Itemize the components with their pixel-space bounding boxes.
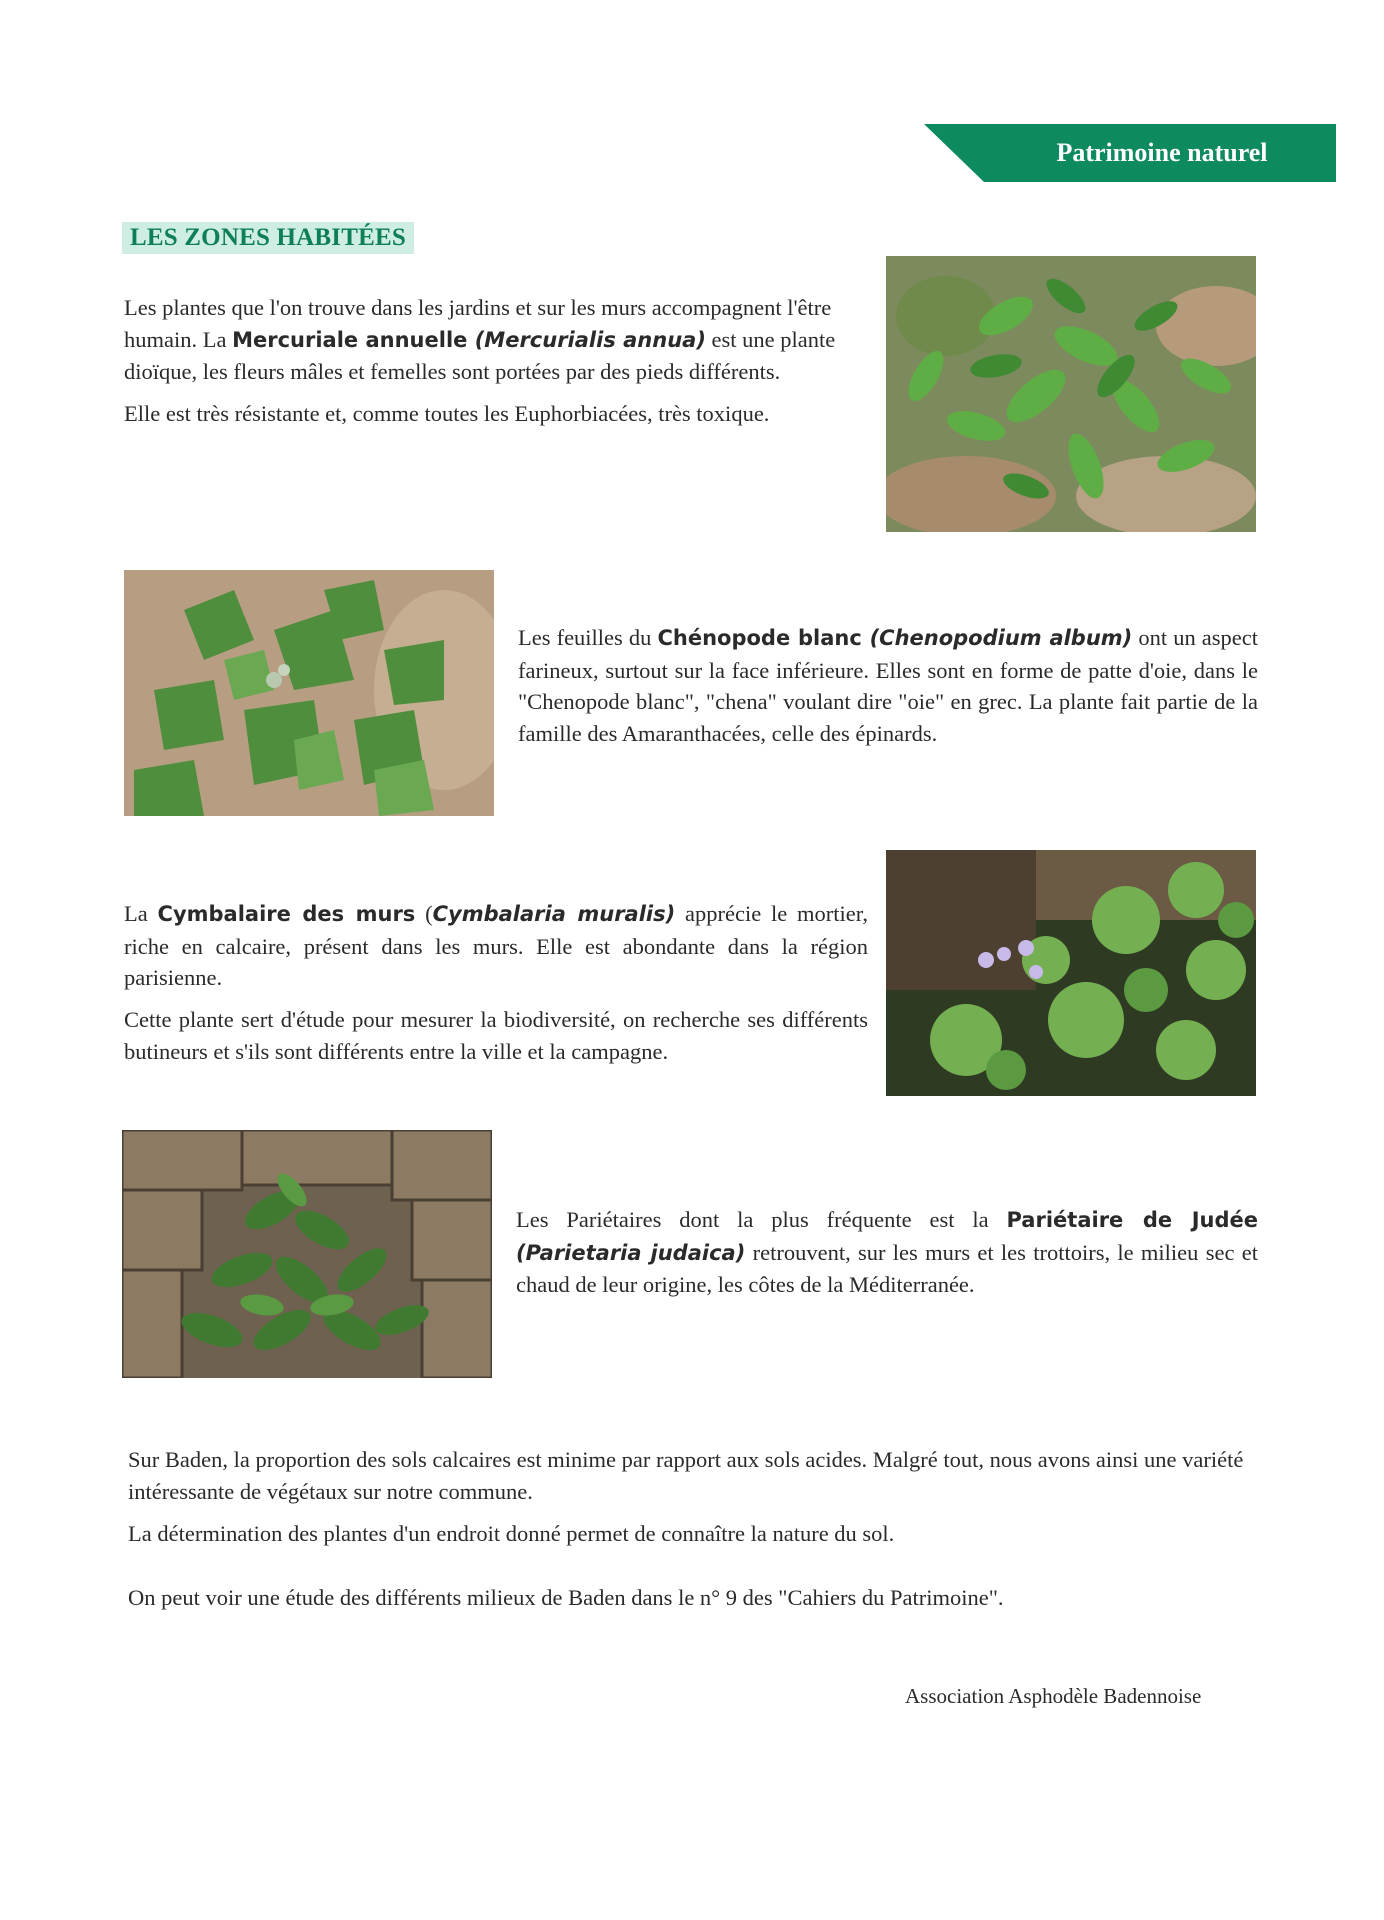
text-run: Les plantes que l'on trouve dans les jardins et sur les murs accompagnent l'être humain. La [124,295,832,352]
plant-common-name: Pariétaire de Judée [1006,1208,1258,1232]
plant-latin-name: Cymbalaria muralis) [432,902,676,926]
parietaire-text [516,1204,1258,1301]
plant-name [232,328,706,352]
plant-common-name: Mercuriale annuelle [232,327,475,352]
text-run: ( [415,901,433,926]
plant-name [657,626,1132,650]
text-run: ont un aspect farineux, surtout sur la face inférieure. Elles sont en forme de patte d'oie, dans le "Chenopode blanc", "chena" voulant dire "oie" en grec. La plante fait partie de la famille des Amaranthacées, celle des épinards. [518,625,1259,746]
mercuriale-text-2: Elle est très résistante et, comme toutes les Euphorbiacées, très toxique. [124,401,770,426]
text-run: La [124,901,158,926]
mercuriale-text [124,292,866,388]
text-run: apprécie le mortier, riche en calcaire, présent dans les murs. Elle est abondante dans la région parisienne. [124,901,868,990]
text-run: Les Pariétaires dont la plus fréquente est la [516,1207,1007,1232]
cymbalaire-text [124,898,868,994]
mercuriale-photo [886,256,1256,532]
parietaire-photo [122,1130,492,1378]
cymbalaire-photo [886,850,1256,1096]
conclusion-p3: On peut voir une étude des différents milieux de Baden dans le n° 9 des "Cahiers du Patrimoine". [128,1585,1004,1610]
plant-common-name: Chénopode blanc [657,626,870,650]
plant-common-name: Cymbalaire des murs [157,902,416,926]
cymbalaire-text-2: Cette plante sert d'étude pour mesurer la biodiversité, on recherche ses différents butineurs et s'ils sont différents entre la ville et la campagne. [124,1007,868,1064]
plant-latin-name: (Parietaria judaica) [516,1240,746,1265]
plant-latin-name: (Mercurialis annua) [474,327,706,352]
conclusion-p1: Sur Baden, la proportion des sols calcaires est minime par rapport aux sols acides. Malgré tout, nous avons ainsi une variété intéressante de végétaux sur notre commune. [128,1447,1244,1504]
chenopode-text [518,622,1258,749]
plant-latin-name: (Chenopodium album) [869,626,1133,650]
plant-name [433,902,676,926]
text-run: retrouvent, sur les murs et les trottoirs, le milieu sec et chaud de leur origine, les côtes de la Méditerranée. [516,1239,1258,1297]
text-run: Les feuilles du [518,625,658,650]
chenopode-photo [124,570,494,816]
conclusion-p2: La détermination des plantes d'un endroit donné permet de connaître la nature du sol. [128,1521,895,1546]
text-run: est une plante dioïque, les fleurs mâles et femelles sont portées par des pieds différents. [124,326,836,384]
section-tab-label: Patrimoine naturel [1056,138,1268,167]
section-heading: LES ZONES HABITÉES [122,222,414,254]
signature: Association Asphodèle Badennoise [905,1684,1202,1708]
section-tab [924,124,1336,182]
